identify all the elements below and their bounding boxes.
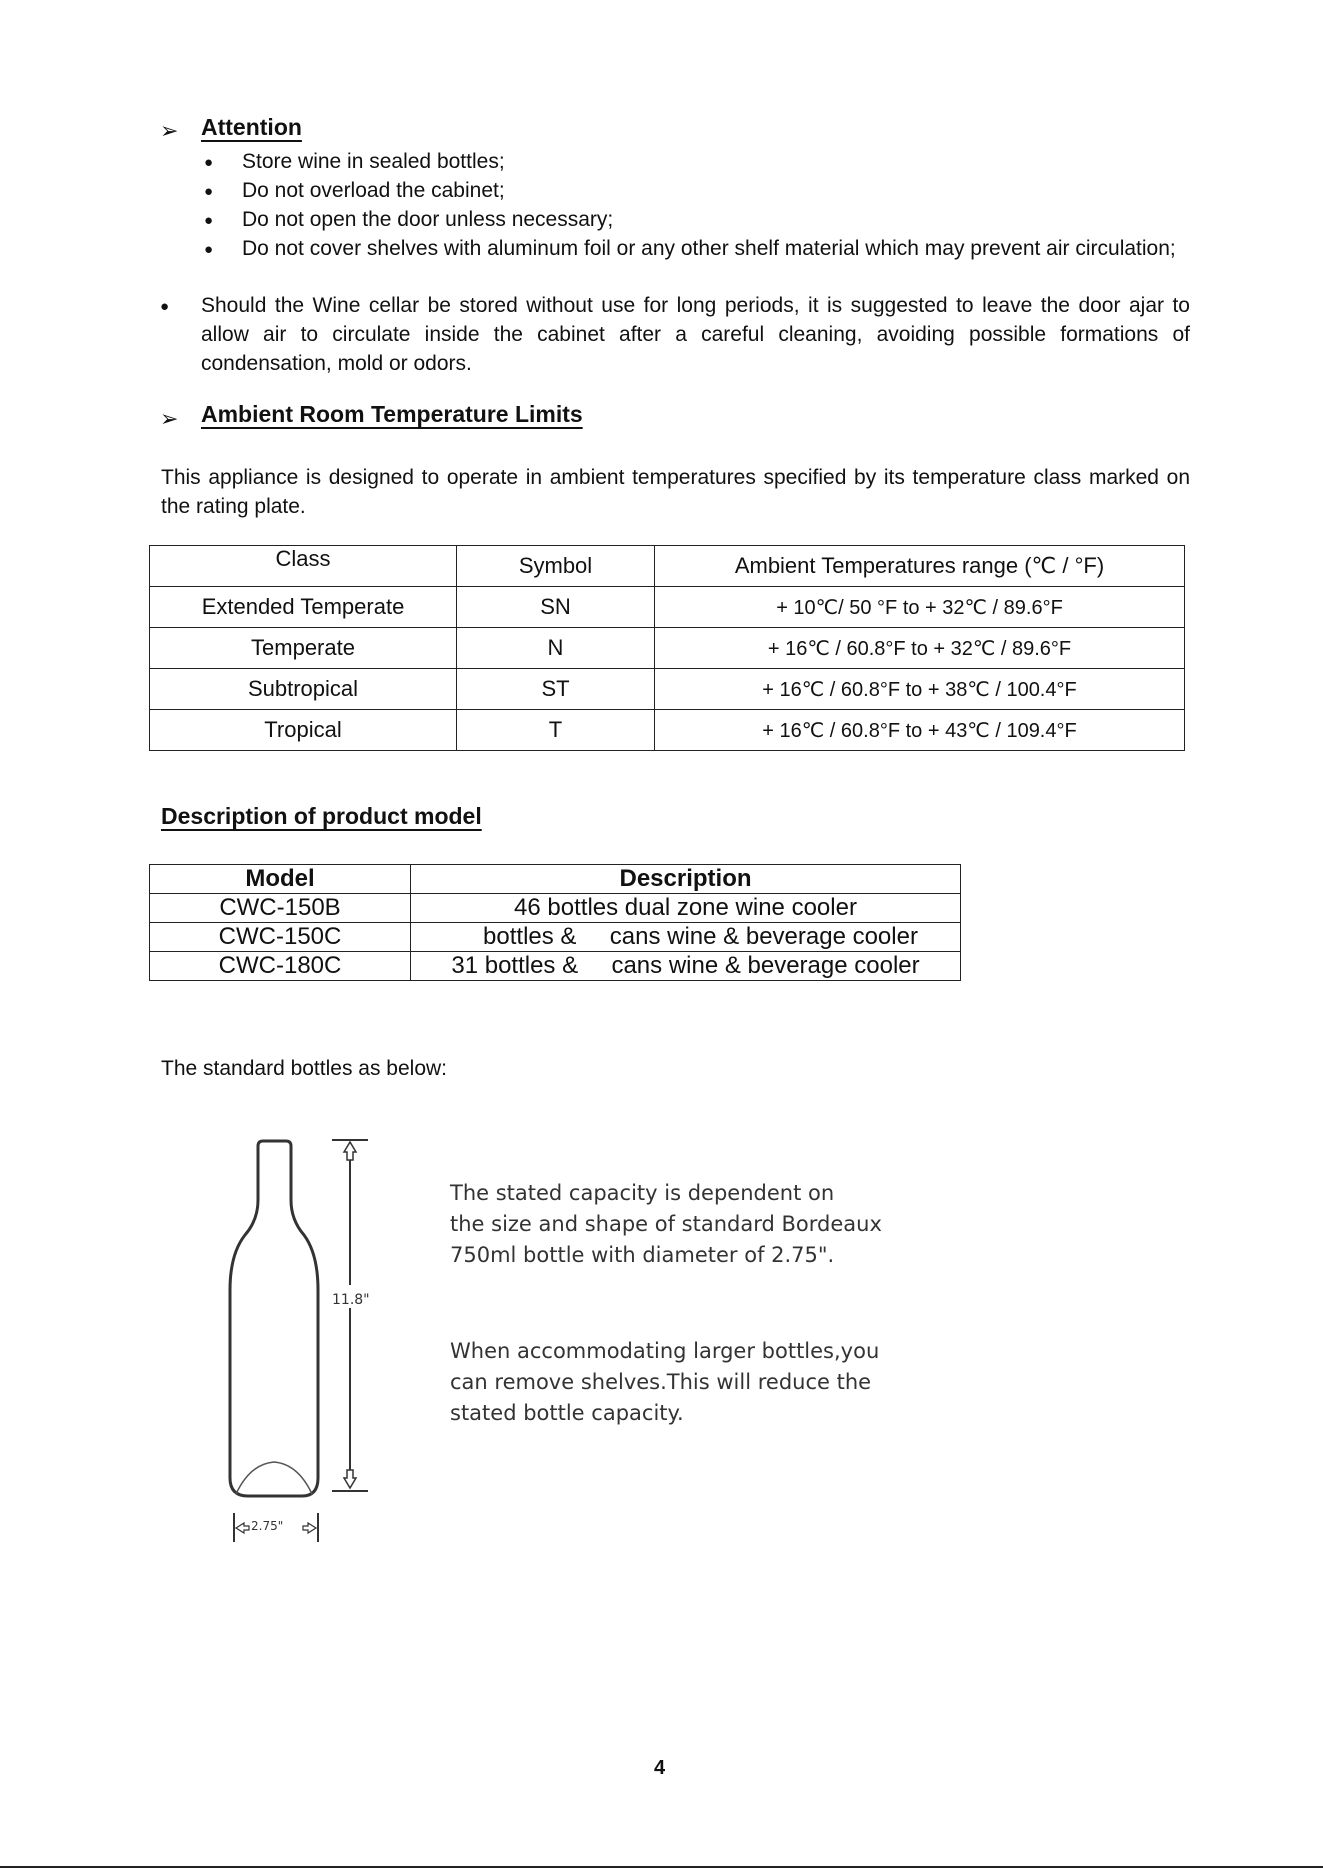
storage-note-text: Should the Wine cellar be stored without use for long periods, it is suggested to leave the door ajar to allow air to circulate inside the cabinet after a careful cleaning, avoiding possible formations of condensation, mold or odors.: [201, 294, 1190, 375]
table-header-row: [150, 865, 961, 894]
model-heading: Description of product model: [161, 803, 482, 829]
width-label: 2.75": [251, 1519, 284, 1533]
header-description: Description: [411, 865, 961, 894]
larger-bottles-line: can remove shelves.This will reduce the: [450, 1370, 872, 1394]
arrow-left-icon: [236, 1523, 249, 1533]
ambient-heading: Ambient Room Temperature Limits: [201, 401, 583, 427]
arrow-right-icon: [303, 1523, 316, 1533]
temperature-class-table: [149, 545, 1185, 751]
bullet-icon: ●: [204, 241, 214, 258]
header-symbol: Symbol: [457, 546, 655, 587]
arrow-bullet-icon: ➢: [160, 118, 179, 143]
bullet-icon: ●: [160, 298, 170, 315]
bottles-intro: The standard bottles as below:: [161, 1057, 448, 1080]
list-item: [200, 147, 1190, 176]
table-header-row: [150, 546, 1185, 587]
model-cell: CWC-180C: [150, 952, 411, 981]
table-row: [150, 952, 961, 981]
table-row: [150, 923, 961, 952]
bottle-diagram: [220, 1130, 380, 1550]
list-item-text: Store wine in sealed bottles;: [242, 150, 505, 173]
table-row: [150, 628, 1185, 669]
list-item: [200, 234, 1190, 263]
range-cell: + 16℃ / 60.8°F to + 38℃ / 100.4°F: [655, 669, 1185, 710]
arrow-down-icon: [344, 1470, 356, 1488]
larger-bottles-line: When accommodating larger bottles,you: [450, 1339, 880, 1363]
attention-list: [200, 147, 1190, 263]
range-cell: + 16℃ / 60.8°F to + 32℃ / 89.6°F: [655, 628, 1185, 669]
list-item: [200, 176, 1190, 205]
bullet-icon: ●: [204, 212, 214, 229]
model-cell: CWC-150B: [150, 894, 411, 923]
symbol-cell: T: [457, 710, 655, 751]
larger-bottles-line: stated bottle capacity.: [450, 1401, 684, 1425]
storage-note: [160, 291, 1190, 378]
arrow-up-icon: [344, 1142, 356, 1160]
header-range: Ambient Temperatures range (℃ / °F): [655, 546, 1185, 587]
description-cell: 31 bottles & cans wine & beverage cooler: [411, 952, 961, 981]
symbol-cell: N: [457, 628, 655, 669]
class-cell: Temperate: [150, 628, 457, 669]
bottle-punt: [236, 1462, 312, 1494]
arrow-bullet-icon: ➢: [160, 406, 179, 431]
table-row: [150, 894, 961, 923]
list-item: [200, 205, 1190, 234]
model-cell: CWC-150C: [150, 923, 411, 952]
range-cell: + 16℃ / 60.8°F to + 43℃ / 109.4°F: [655, 710, 1185, 751]
bottom-rule: [0, 1866, 1323, 1868]
attention-heading: Attention: [201, 114, 302, 140]
table-row: [150, 587, 1185, 628]
ambient-intro: This appliance is designed to operate in ambient temperatures specified by its temperature class marked on the rating plate.: [161, 466, 1190, 518]
class-cell: Extended Temperate: [150, 587, 457, 628]
capacity-note-line: 750ml bottle with diameter of 2.75".: [450, 1243, 835, 1267]
model-table: [149, 864, 961, 981]
larger-bottles-note: [450, 1336, 879, 1429]
height-label: 11.8": [332, 1292, 370, 1308]
list-item-text: Do not open the door unless necessary;: [242, 208, 614, 231]
bullet-icon: ●: [204, 183, 214, 200]
table-row: [150, 710, 1185, 751]
range-cell: + 10℃/ 50 °F to + 32℃ / 89.6°F: [655, 587, 1185, 628]
description-cell: bottles & cans wine & beverage cooler: [411, 923, 961, 952]
page-number: 4: [654, 1757, 666, 1779]
header-class: Class: [150, 546, 457, 587]
capacity-note: [450, 1178, 882, 1271]
symbol-cell: ST: [457, 669, 655, 710]
class-cell: Tropical: [150, 710, 457, 751]
table-row: [150, 669, 1185, 710]
list-item-text: Do not cover shelves with aluminum foil or any other shelf material which may prevent air circulation;: [242, 237, 1176, 260]
header-model: Model: [150, 865, 411, 894]
list-item-text: Do not overload the cabinet;: [242, 179, 505, 202]
description-cell: 46 bottles dual zone wine cooler: [411, 894, 961, 923]
capacity-note-line: the size and shape of standard Bordeaux: [450, 1212, 882, 1236]
bottle-outline: [230, 1141, 318, 1496]
class-cell: Subtropical: [150, 669, 457, 710]
symbol-cell: SN: [457, 587, 655, 628]
bullet-icon: ●: [204, 154, 214, 171]
capacity-note-line: The stated capacity is dependent on: [450, 1181, 835, 1205]
